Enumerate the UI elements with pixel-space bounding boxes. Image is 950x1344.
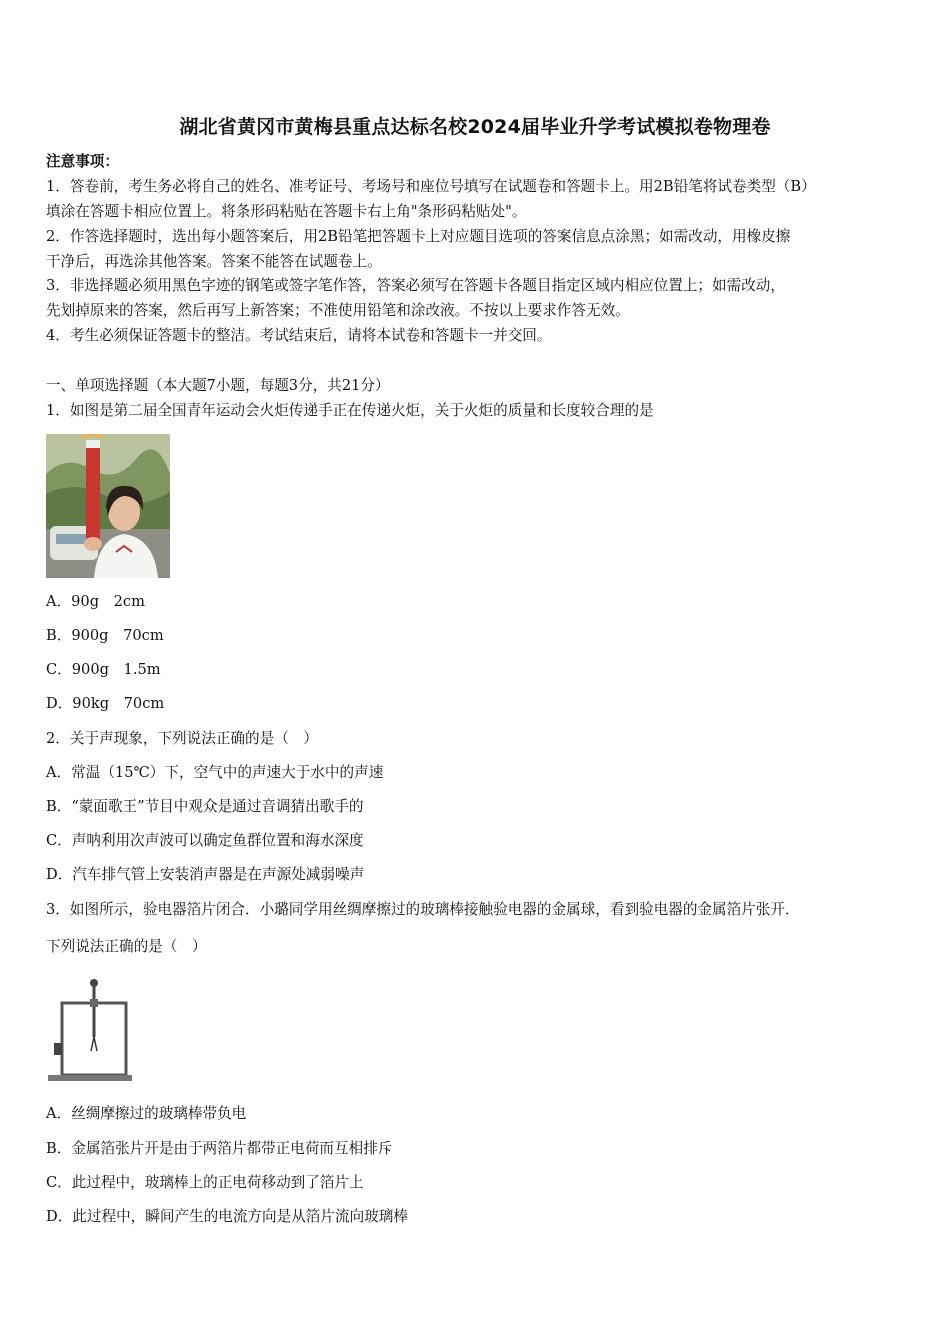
- question-3-option-c: C．此过程中，玻璃棒上的正电荷移动到了箔片上: [46, 1174, 364, 1191]
- notice-heading: 注意事项：: [46, 153, 119, 170]
- notice-line: 填涂在答题卡相应位置上。将条形码粘贴在答题卡右上角"条形码粘贴处"。: [46, 203, 527, 220]
- question-3-stem: 下列说法正确的是（ ）: [46, 938, 207, 955]
- question-2-stem: 2．关于声现象，下列说法正确的是（ ）: [46, 730, 318, 747]
- question-2-option-b: B．“蒙面歌王”节目中观众是通过音调猜出歌手的: [46, 798, 364, 815]
- electroscope-diagram: [46, 975, 136, 1085]
- section-heading: 一、单项选择题（本大题7小题，每题3分，共21分）: [46, 377, 390, 394]
- torch-bearer-photo: [46, 434, 170, 578]
- notice-line: 2．作答选择题时，选出每小题答案后，用2B铅笔把答题卡上对应题目选项的答案信息点涂黑；如需改动，用橡皮擦: [46, 228, 791, 245]
- notice-line: 4．考生必须保证答题卡的整洁。考试结束后，请将本试卷和答题卡一并交回。: [46, 327, 552, 344]
- notice-line: 3．非选择题必须用黑色字迹的钢笔或签字笔作答，答案必须写在答题卡各题目指定区域内相应位置上；如需改动，: [46, 277, 785, 294]
- question-1-option-a: A．90g 2cm: [46, 593, 145, 610]
- question-3-stem: 3．如图所示，验电器箔片闭合．小璐同学用丝绸摩擦过的玻璃棒接触验电器的金属球，看到验电器的金属箔片张开．: [46, 901, 800, 918]
- question-2-option-d: D．汽车排气管上安装消声器是在声源处减弱噪声: [46, 866, 365, 883]
- question-2-option-c: C．声呐利用次声波可以确定鱼群位置和海水深度: [46, 832, 364, 849]
- notice-line: 干净后，再选涂其他答案。答案不能答在试题卷上。: [46, 253, 382, 270]
- question-1-option-c: C．900g 1.5m: [46, 661, 161, 678]
- question-2-option-a: A．常温（15℃）下，空气中的声速大于水中的声速: [46, 764, 384, 781]
- question-3-option-a: A．丝绸摩擦过的玻璃棒带负电: [46, 1105, 247, 1122]
- question-1-option-b: B．900g 70cm: [46, 627, 164, 644]
- question-3-option-d: D．此过程中，瞬间产生的电流方向是从箔片流向玻璃棒: [46, 1208, 408, 1225]
- question-3-option-b: B．金属箔张片开是由于两箔片都带正电荷而互相排斥: [46, 1140, 393, 1157]
- notice-line: 1．答卷前，考生务必将自己的姓名、准考证号、考场号和座位号填写在试题卷和答题卡上。用2B铅笔将试卷类型（B）: [46, 178, 816, 195]
- question-1-option-d: D．90kg 70cm: [46, 695, 165, 712]
- question-1-stem: 1．如图是第二届全国青年运动会火炬传递手正在传递火炬，关于火炬的质量和长度较合理的是: [46, 402, 654, 419]
- notice-line: 先划掉原来的答案，然后再写上新答案；不准使用铅笔和涂改液。不按以上要求作答无效。: [46, 302, 630, 319]
- exam-title: 湖北省黄冈市黄梅县重点达标名校2024届毕业升学考试模拟卷物理卷: [179, 116, 771, 138]
